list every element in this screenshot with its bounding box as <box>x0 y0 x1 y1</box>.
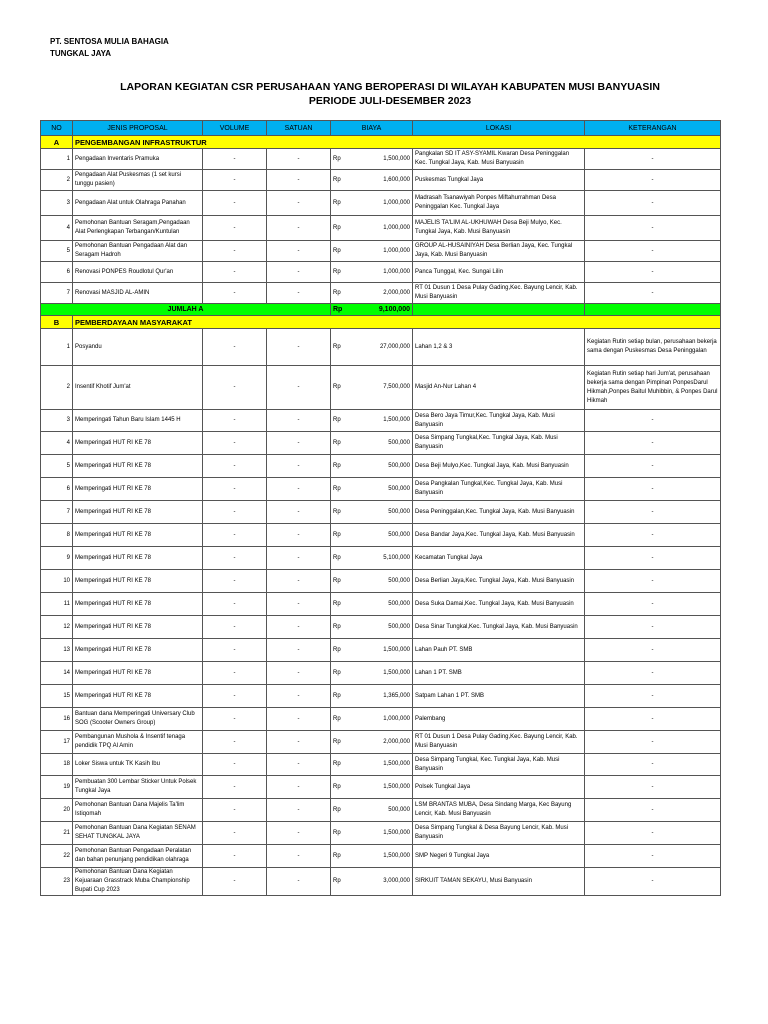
row-no: 2 <box>41 170 73 191</box>
table-row <box>41 593 721 616</box>
row-jenis-proposal: Memperingati HUT RI KE 78 <box>73 662 203 685</box>
row-biaya-value: 1,500,000 <box>353 845 413 868</box>
section-header-row <box>41 136 721 149</box>
row-volume: - <box>203 216 267 241</box>
csr-report-table <box>40 120 721 896</box>
row-keterangan: - <box>585 283 721 304</box>
table-body <box>41 136 721 896</box>
row-volume: - <box>203 799 267 822</box>
row-biaya-currency: Rp <box>331 149 353 170</box>
row-keterangan: - <box>585 191 721 216</box>
table-row <box>41 262 721 283</box>
row-jenis-proposal: Bantuan dana Memperingati Universary Club SOG (Scooter Owners Group) <box>73 708 203 731</box>
row-jenis-proposal: Renovasi MASJID AL-AMIN <box>73 283 203 304</box>
table-row <box>41 639 721 662</box>
row-jenis-proposal: Memperingati HUT RI KE 78 <box>73 547 203 570</box>
row-biaya-currency: Rp <box>331 262 353 283</box>
row-jenis-proposal: Pemohonan Bantuan Dana Kegiatan Kejuaraan Grasstrack Muba Championship Bupati Cup 2023 <box>73 868 203 896</box>
report-title-line1: LAPORAN KEGIATAN CSR PERUSAHAAN YANG BEROPERASI DI WILAYAH KABUPATEN MUSI BANYUASIN <box>120 81 660 93</box>
row-jenis-proposal: Posyandu <box>73 329 203 366</box>
row-biaya-value: 1,500,000 <box>353 639 413 662</box>
row-volume: - <box>203 478 267 501</box>
table-row <box>41 708 721 731</box>
row-biaya-value: 27,000,000 <box>353 329 413 366</box>
row-biaya-currency: Rp <box>331 501 353 524</box>
row-no: 23 <box>41 868 73 896</box>
report-period: PERIODE JULI-DESEMBER 2023 <box>308 95 472 107</box>
row-jenis-proposal: Pemohonan Bantuan Pengadaan Alat dan Seragam Hadroh <box>73 241 203 262</box>
row-biaya-currency: Rp <box>331 685 353 708</box>
table-row <box>41 216 721 241</box>
row-biaya-value: 500,000 <box>353 524 413 547</box>
row-biaya-currency: Rp <box>331 366 353 410</box>
row-satuan: - <box>267 216 331 241</box>
row-no: 3 <box>41 191 73 216</box>
row-biaya-currency: Rp <box>331 410 353 432</box>
row-jenis-proposal: Memperingati HUT RI KE 78 <box>73 524 203 547</box>
row-keterangan: - <box>585 868 721 896</box>
row-biaya-currency: Rp <box>331 283 353 304</box>
row-no: 18 <box>41 754 73 776</box>
table-row <box>41 776 721 799</box>
row-lokasi: Masjid An-Nur Lahan 4 <box>413 366 585 410</box>
row-jenis-proposal: Renovasi PONPES Roudlotul Qur'an <box>73 262 203 283</box>
row-biaya-currency: Rp <box>331 478 353 501</box>
row-lokasi: Lahan 1,2 & 3 <box>413 329 585 366</box>
row-satuan: - <box>267 410 331 432</box>
row-satuan: - <box>267 432 331 455</box>
row-lokasi: Desa Bero Jaya Timur,Kec. Tungkal Jaya, Kab. Musi Banyuasin <box>413 410 585 432</box>
row-volume: - <box>203 868 267 896</box>
row-biaya-currency: Rp <box>331 170 353 191</box>
row-biaya-value: 1,000,000 <box>353 708 413 731</box>
row-satuan: - <box>267 593 331 616</box>
table-row <box>41 616 721 639</box>
row-jenis-proposal: Memperingati HUT RI KE 78 <box>73 616 203 639</box>
row-biaya-currency: Rp <box>331 845 353 868</box>
row-no: 8 <box>41 524 73 547</box>
row-keterangan: - <box>585 501 721 524</box>
row-biaya-currency: Rp <box>331 616 353 639</box>
row-keterangan: - <box>585 616 721 639</box>
total-empty-keterangan <box>585 304 721 316</box>
row-keterangan: Kegiatan Rutin setiap hari Jum'at, perusahaan bekerja sama dengan Pimpinan PonpesDarul Hikmah,Ponpes Baitul Muhibbin, & Ponpes Darul Hikmah <box>585 366 721 410</box>
row-keterangan: - <box>585 478 721 501</box>
row-biaya-currency: Rp <box>331 570 353 593</box>
table-row <box>41 283 721 304</box>
row-keterangan: - <box>585 776 721 799</box>
row-biaya-currency: Rp <box>331 754 353 776</box>
table-header-row <box>41 121 721 136</box>
row-satuan: - <box>267 191 331 216</box>
total-label: JUMLAH A <box>41 304 331 316</box>
row-volume: - <box>203 524 267 547</box>
company-name: PT. SENTOSA MULIA BAHAGIA <box>50 37 169 46</box>
row-lokasi: Desa Pangkalan Tungkal,Kec. Tungkal Jaya, Kab. Musi Banyuasin <box>413 478 585 501</box>
row-lokasi: GROUP AL-HUSAINIYAH Desa Berlian Jaya, Kec. Tungkal Jaya, Kab. Musi Banyuasin <box>413 241 585 262</box>
row-no: 15 <box>41 685 73 708</box>
row-satuan: - <box>267 685 331 708</box>
row-volume: - <box>203 616 267 639</box>
row-no: 16 <box>41 708 73 731</box>
row-no: 10 <box>41 570 73 593</box>
row-volume: - <box>203 547 267 570</box>
row-biaya-currency: Rp <box>331 662 353 685</box>
row-biaya-value: 1,600,000 <box>353 170 413 191</box>
row-jenis-proposal: Pembuatan 300 Lembar Sticker Untuk Polsek Tungkal Jaya <box>73 776 203 799</box>
row-volume: - <box>203 283 267 304</box>
row-no: 6 <box>41 478 73 501</box>
row-no: 20 <box>41 799 73 822</box>
row-volume: - <box>203 191 267 216</box>
row-biaya-value: 500,000 <box>353 616 413 639</box>
row-lokasi: Desa Peninggalan,Kec. Tungkal Jaya, Kab. Musi Banyuasin <box>413 501 585 524</box>
row-biaya-currency: Rp <box>331 455 353 478</box>
company-header <box>50 36 169 60</box>
row-biaya-value: 7,500,000 <box>353 366 413 410</box>
table-row <box>41 455 721 478</box>
table-row <box>41 754 721 776</box>
row-biaya-value: 500,000 <box>353 478 413 501</box>
row-lokasi: Lahan Pauh PT. SMB <box>413 639 585 662</box>
row-satuan: - <box>267 662 331 685</box>
table-row <box>41 570 721 593</box>
row-volume: - <box>203 170 267 191</box>
row-lokasi: Desa Simpang Tungkal & Desa Bayung Lencir, Kab. Musi Banyuasin <box>413 822 585 845</box>
row-keterangan: - <box>585 547 721 570</box>
row-lokasi: Madrasah Tsanawiyah Ponpes Miftahurrahman Desa Peninggalan Kec. Tungkal Jaya <box>413 191 585 216</box>
row-satuan: - <box>267 639 331 662</box>
row-biaya-value: 5,100,000 <box>353 547 413 570</box>
row-keterangan: - <box>585 639 721 662</box>
row-volume: - <box>203 639 267 662</box>
row-keterangan: - <box>585 170 721 191</box>
row-volume: - <box>203 149 267 170</box>
row-no: 12 <box>41 616 73 639</box>
col-header-satuan: SATUAN <box>267 121 331 136</box>
row-biaya-value: 1,500,000 <box>353 822 413 845</box>
row-no: 7 <box>41 283 73 304</box>
row-lokasi: Desa Bandar Jaya,Kec. Tungkal Jaya, Kab. Musi Banyuasin <box>413 524 585 547</box>
row-biaya-value: 500,000 <box>353 570 413 593</box>
row-satuan: - <box>267 262 331 283</box>
row-jenis-proposal: Pemohonan Bantuan Dana Kegiatan SENAM SEHAT TUNGKAL JAYA <box>73 822 203 845</box>
row-volume: - <box>203 776 267 799</box>
row-biaya-currency: Rp <box>331 216 353 241</box>
row-volume: - <box>203 432 267 455</box>
section-name: PENGEMBANGAN INFRASTRUKTUR <box>73 136 721 149</box>
row-biaya-currency: Rp <box>331 593 353 616</box>
row-biaya-value: 500,000 <box>353 799 413 822</box>
row-lokasi: Desa Sinar Tungkal,Kec. Tungkal Jaya, Kab. Musi Banyuasin <box>413 616 585 639</box>
row-biaya-value: 1,000,000 <box>353 241 413 262</box>
row-volume: - <box>203 822 267 845</box>
table-row <box>41 662 721 685</box>
row-keterangan: - <box>585 845 721 868</box>
row-keterangan: - <box>585 410 721 432</box>
row-volume: - <box>203 662 267 685</box>
total-currency: Rp <box>331 304 353 316</box>
row-no: 21 <box>41 822 73 845</box>
row-lokasi: Puskesmas Tungkal Jaya <box>413 170 585 191</box>
row-volume: - <box>203 708 267 731</box>
row-biaya-currency: Rp <box>331 822 353 845</box>
row-keterangan: - <box>585 216 721 241</box>
row-jenis-proposal: Memperingati Tahun Baru Islam 1445 H <box>73 410 203 432</box>
row-lokasi: Desa Simpang Tungkal, Kec. Tungkal Jaya, Kab. Musi Banyuasin <box>413 754 585 776</box>
row-no: 19 <box>41 776 73 799</box>
row-satuan: - <box>267 731 331 754</box>
row-lokasi: SIRKUIT TAMAN SEKAYU, Musi Banyuasin <box>413 868 585 896</box>
row-biaya-currency: Rp <box>331 708 353 731</box>
row-jenis-proposal: Pembangunan Mushola & Insentif tenaga pendidik TPQ Al Amin <box>73 731 203 754</box>
row-jenis-proposal: Pemohonan Bantuan Seragam,Pengadaan Alat Perlengkapan Terbangan/Kuntulan <box>73 216 203 241</box>
section-name: PEMBERDAYAAN MASYARAKAT <box>73 316 721 329</box>
row-biaya-value: 1,500,000 <box>353 410 413 432</box>
row-biaya-currency: Rp <box>331 639 353 662</box>
row-lokasi: Palembang <box>413 708 585 731</box>
row-jenis-proposal: Memperingati HUT RI KE 78 <box>73 455 203 478</box>
row-no: 4 <box>41 432 73 455</box>
report-title <box>40 80 740 108</box>
row-keterangan: - <box>585 799 721 822</box>
row-biaya-currency: Rp <box>331 241 353 262</box>
row-no: 13 <box>41 639 73 662</box>
row-jenis-proposal: Pemohonan Bantuan Pengadaan Peralatan dan bahan penunjang pendidikan olahraga <box>73 845 203 868</box>
row-biaya-currency: Rp <box>331 329 353 366</box>
row-keterangan: - <box>585 685 721 708</box>
row-keterangan: - <box>585 662 721 685</box>
col-header-volume: VOLUME <box>203 121 267 136</box>
table-row <box>41 191 721 216</box>
row-lokasi: Desa Berlian Jaya,Kec. Tungkal Jaya, Kab. Musi Banyuasin <box>413 570 585 593</box>
row-satuan: - <box>267 149 331 170</box>
row-satuan: - <box>267 366 331 410</box>
row-lokasi: RT 01 Dusun 1 Desa Pulay Gading,Kec. Bayung Lencir, Kab. Musi Banyuasin <box>413 283 585 304</box>
row-biaya-value: 1,000,000 <box>353 191 413 216</box>
row-volume: - <box>203 501 267 524</box>
row-keterangan: Kegiatan Rutin setiap bulan, perusahaan bekerja sama dengan Puskesmas Desa Peninggalan <box>585 329 721 366</box>
row-lokasi: Satpam Lahan 1 PT. SMB <box>413 685 585 708</box>
table-row <box>41 868 721 896</box>
row-no: 1 <box>41 329 73 366</box>
row-keterangan: - <box>585 455 721 478</box>
table-row <box>41 170 721 191</box>
company-location: TUNGKAL JAYA <box>50 49 112 58</box>
row-keterangan: - <box>585 262 721 283</box>
table-row <box>41 366 721 410</box>
row-satuan: - <box>267 799 331 822</box>
row-jenis-proposal: Memperingati HUT RI KE 78 <box>73 593 203 616</box>
row-lokasi: Desa Suka Damai,Kec. Tungkal Jaya, Kab. Musi Banyuasin <box>413 593 585 616</box>
row-biaya-currency: Rp <box>331 731 353 754</box>
row-volume: - <box>203 329 267 366</box>
row-no: 9 <box>41 547 73 570</box>
table-row <box>41 478 721 501</box>
row-biaya-value: 1,500,000 <box>353 662 413 685</box>
row-keterangan: - <box>585 731 721 754</box>
row-no: 11 <box>41 593 73 616</box>
row-volume: - <box>203 685 267 708</box>
row-biaya-value: 3,000,000 <box>353 868 413 896</box>
row-volume: - <box>203 455 267 478</box>
row-satuan: - <box>267 708 331 731</box>
table-row <box>41 410 721 432</box>
table-row <box>41 501 721 524</box>
row-satuan: - <box>267 241 331 262</box>
total-value: 9,100,000 <box>353 304 413 316</box>
row-volume: - <box>203 731 267 754</box>
row-jenis-proposal: Memperingati HUT RI KE 78 <box>73 432 203 455</box>
row-biaya-currency: Rp <box>331 432 353 455</box>
table-row <box>41 524 721 547</box>
row-jenis-proposal: Loker Siswa untuk TK Kasih Ibu <box>73 754 203 776</box>
table-row <box>41 432 721 455</box>
row-jenis-proposal: Memperingati HUT RI KE 78 <box>73 639 203 662</box>
table-row <box>41 547 721 570</box>
row-no: 17 <box>41 731 73 754</box>
row-no: 4 <box>41 216 73 241</box>
row-no: 1 <box>41 149 73 170</box>
row-no: 7 <box>41 501 73 524</box>
row-biaya-currency: Rp <box>331 547 353 570</box>
row-biaya-value: 2,000,000 <box>353 283 413 304</box>
row-biaya-currency: Rp <box>331 191 353 216</box>
row-satuan: - <box>267 868 331 896</box>
row-biaya-currency: Rp <box>331 524 353 547</box>
row-biaya-currency: Rp <box>331 799 353 822</box>
row-biaya-value: 500,000 <box>353 593 413 616</box>
row-biaya-value: 2,000,000 <box>353 731 413 754</box>
row-biaya-value: 1,500,000 <box>353 776 413 799</box>
row-satuan: - <box>267 329 331 366</box>
row-keterangan: - <box>585 593 721 616</box>
row-satuan: - <box>267 524 331 547</box>
row-satuan: - <box>267 501 331 524</box>
col-header-no: NO <box>41 121 73 136</box>
row-keterangan: - <box>585 241 721 262</box>
row-lokasi: Polsek Tungkal Jaya <box>413 776 585 799</box>
col-header-biaya: BIAYA <box>331 121 413 136</box>
row-satuan: - <box>267 754 331 776</box>
row-no: 22 <box>41 845 73 868</box>
row-biaya-value: 1,500,000 <box>353 149 413 170</box>
section-header-row <box>41 316 721 329</box>
row-keterangan: - <box>585 570 721 593</box>
table-row <box>41 799 721 822</box>
row-biaya-currency: Rp <box>331 868 353 896</box>
row-lokasi: SMP Negeri 9 Tungkal Jaya <box>413 845 585 868</box>
row-jenis-proposal: Pengadaan Alat untuk Olahraga Panahan <box>73 191 203 216</box>
row-lokasi: Pangkalan SD IT ASY-SYAMIL Kwaran Desa Peninggalan Kec. Tungkal Jaya, Kab. Musi Banyuasin <box>413 149 585 170</box>
row-keterangan: - <box>585 754 721 776</box>
row-keterangan: - <box>585 708 721 731</box>
table-row <box>41 845 721 868</box>
row-keterangan: - <box>585 822 721 845</box>
row-jenis-proposal: Pemohonan Bantuan Dana Majelis Ta'lim Istiqomah <box>73 799 203 822</box>
row-biaya-value: 1,000,000 <box>353 216 413 241</box>
row-satuan: - <box>267 776 331 799</box>
row-satuan: - <box>267 455 331 478</box>
row-jenis-proposal: Insentif Khotif Jum'at <box>73 366 203 410</box>
row-satuan: - <box>267 845 331 868</box>
row-no: 2 <box>41 366 73 410</box>
table-row <box>41 731 721 754</box>
row-no: 6 <box>41 262 73 283</box>
row-volume: - <box>203 410 267 432</box>
row-lokasi: Panca Tunggal, Kec. Sungai Lilin <box>413 262 585 283</box>
row-volume: - <box>203 593 267 616</box>
row-volume: - <box>203 754 267 776</box>
row-biaya-value: 1,365,000 <box>353 685 413 708</box>
table-row <box>41 329 721 366</box>
row-lokasi: MAJELIS TA'LIM AL-UKHUWAH Desa Beji Mulyo, Kec. Tungkal Jaya, Kab. Musi Banyuasin <box>413 216 585 241</box>
row-satuan: - <box>267 283 331 304</box>
row-keterangan: - <box>585 149 721 170</box>
row-satuan: - <box>267 570 331 593</box>
row-lokasi: LSM BRANTAS MUBA, Desa Sindang Marga, Kec Bayung Lencir, Kab. Musi Banyuasin <box>413 799 585 822</box>
row-keterangan: - <box>585 432 721 455</box>
row-jenis-proposal: Pengadaan Alat Puskesmas (1 set kursi tunggu pasien) <box>73 170 203 191</box>
row-lokasi: Desa Beji Mulyo,Kec. Tungkal Jaya, Kab. Musi Banyuasin <box>413 455 585 478</box>
row-jenis-proposal: Memperingati HUT RI KE 78 <box>73 478 203 501</box>
row-volume: - <box>203 241 267 262</box>
row-lokasi: RT 01 Dusun 1 Desa Pulay Gading,Kec. Bayung Lencir, Kab. Musi Banyuasin <box>413 731 585 754</box>
row-satuan: - <box>267 547 331 570</box>
row-no: 5 <box>41 455 73 478</box>
col-header-lokasi: LOKASI <box>413 121 585 136</box>
row-jenis-proposal: Memperingati HUT RI KE 78 <box>73 685 203 708</box>
row-biaya-value: 500,000 <box>353 501 413 524</box>
table-row <box>41 822 721 845</box>
row-lokasi: Lahan 1 PT. SMB <box>413 662 585 685</box>
table-row <box>41 685 721 708</box>
table-row <box>41 241 721 262</box>
row-biaya-value: 1,000,000 <box>353 262 413 283</box>
row-lokasi: Desa Simpang Tungkal,Kec. Tungkal Jaya, Kab. Musi Banyuasin <box>413 432 585 455</box>
row-volume: - <box>203 366 267 410</box>
section-total-row <box>41 304 721 316</box>
row-satuan: - <box>267 170 331 191</box>
row-volume: - <box>203 262 267 283</box>
row-lokasi: Kecamatan Tungkal Jaya <box>413 547 585 570</box>
row-jenis-proposal: Pengadaan Inventaris Pramuka <box>73 149 203 170</box>
row-satuan: - <box>267 478 331 501</box>
row-biaya-value: 500,000 <box>353 432 413 455</box>
row-satuan: - <box>267 822 331 845</box>
total-empty-lokasi <box>413 304 585 316</box>
row-no: 14 <box>41 662 73 685</box>
col-header-jenis: JENIS PROPOSAL <box>73 121 203 136</box>
table-row <box>41 149 721 170</box>
row-volume: - <box>203 570 267 593</box>
row-jenis-proposal: Memperingati HUT RI KE 78 <box>73 501 203 524</box>
row-jenis-proposal: Memperingati HUT RI KE 78 <box>73 570 203 593</box>
section-code: B <box>41 316 73 329</box>
row-biaya-value: 1,500,000 <box>353 754 413 776</box>
row-volume: - <box>203 845 267 868</box>
col-header-keterangan: KETERANGAN <box>585 121 721 136</box>
row-biaya-value: 500,000 <box>353 455 413 478</box>
row-satuan: - <box>267 616 331 639</box>
row-no: 5 <box>41 241 73 262</box>
row-keterangan: - <box>585 524 721 547</box>
row-no: 3 <box>41 410 73 432</box>
row-biaya-currency: Rp <box>331 776 353 799</box>
section-code: A <box>41 136 73 149</box>
